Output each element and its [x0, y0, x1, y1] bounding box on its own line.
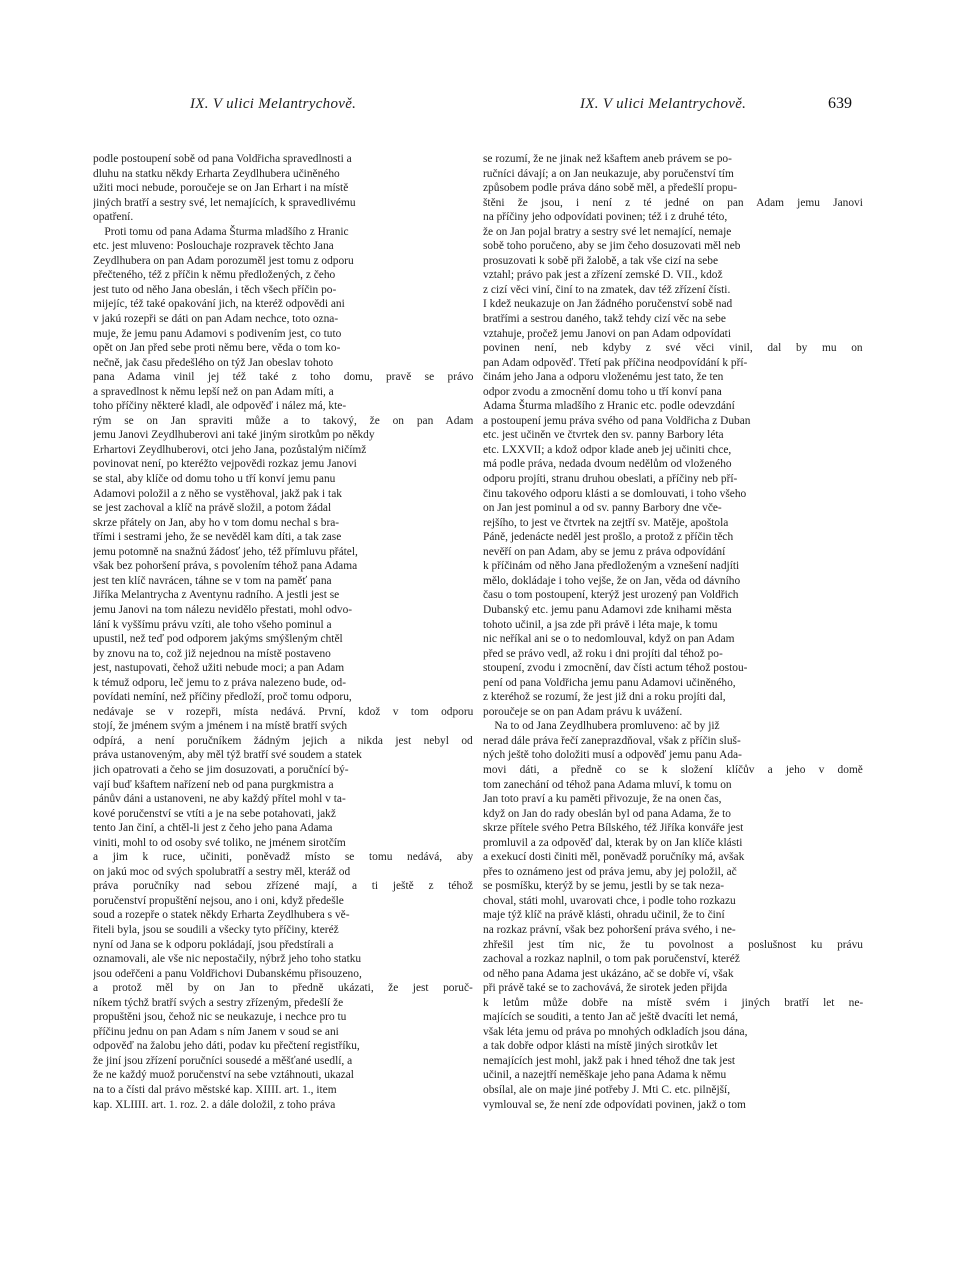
text-line: stoupení, zvodu i zmocnění, dav čísti actum téhož postou- [483, 662, 748, 675]
text-line: nemajících jest mohl, jakž pak i hned téhož dne tak jest [483, 1054, 736, 1067]
text-line: rejšího, to jest ve čtvrtek na zejtří sv. Matěje, apoštola [483, 516, 729, 529]
text-line: níkem týchž bratří svých a sestry zřízeným, předešlí že [93, 996, 344, 1009]
text-line: obsílal, ale on maje jiné potřeby J. Mti C. etc. pilnější, [483, 1084, 731, 1096]
text-line: na rozkaz právní, však bez pohoršení práva svého, i ne- [483, 923, 736, 936]
text-line: zachoval a rozkaz naplnil, o tom pak poručenství, kteréž [483, 953, 740, 966]
text-line: a tak dobře odpor klásti na místě jiných sirotkův let [483, 1040, 718, 1053]
text-line: se rozumí, že ne jinak než kšaftem aneb právem se po- [483, 153, 732, 165]
text-line: jich opatrovati a čeho se jim dosuzovati, a poručnící bý- [93, 763, 349, 776]
text-line: podle postoupení sobě od pana Voldřicha spravedlnosti a [93, 153, 352, 165]
text-line: od něho pana Adama jest ukázáno, ač se dobře ví, však [483, 967, 734, 980]
text-line: nedávaje se v rozepři, místa nedává. První, kdož v tom odporu [93, 705, 473, 718]
text-line: jemu Janovi na tom nálezu nevidělo přestati, mohl odvo- [93, 603, 353, 616]
text-line: přes to oznámeno jest od práva jemu, aby jej položil, ač [483, 865, 737, 878]
text-line: bratřími a sestrou daného, takž tehdy cizí věc na sebe [483, 313, 726, 326]
text-line: a exekucí dosti činiti měl, poněvadž poručníky má, avšak [483, 851, 745, 864]
text-line: a jim k ruce, učiniti, poněvadž místo se tomu nedává, aby [93, 851, 473, 864]
text-line: vztahl; právo pak jest a zřízení zemské D. VII., kdož [483, 269, 723, 282]
text-line: se jest zachoval a klíč na právě složil, a potom žádal [93, 502, 332, 515]
text-line: pan Adam odpověď. Třetí pak příčina neodpovídání k pří- [483, 356, 748, 369]
text-line: nerad dále práva řečí zaneprazdňoval, však z příčin sluš- [483, 734, 741, 747]
text-line: propuštěni jsou, čehož nic se neukazuje, i nechce pro tu [93, 1011, 347, 1024]
text-line: stojí, že jménem svým a jménem i na místě bratří svých [93, 720, 348, 733]
text-line: že on Jan pojal bratry a sestry své let nemající, nemaje [483, 225, 732, 238]
text-line: ných ještě toho doložiti musí a odpověď jemu panu Ada- [483, 749, 742, 762]
text-line: Zeydlhubera on pan Adam porozuměl jest tomu z odporu [93, 254, 354, 267]
text-line: tom zanechání od téhož pana Adama mluví, k tomu on [483, 778, 732, 791]
text-line: upustil, než teď pod odporem jakýms smýšleným chtěl [93, 633, 343, 646]
text-line: se stal, aby klíče od domu toho u tří konví jemu panu [93, 473, 336, 486]
text-line: že jiní jsou zřízení poručníci sousedé a měšťané usedlí, a [93, 1054, 353, 1067]
text-line: způsobem podle práva dáno sobě měl, a předešlí propu- [483, 182, 737, 195]
text-line: opět on Jan před sebe proti němu bere, věda o tom ko- [93, 342, 341, 355]
text-line: by znovu na to, což již nejednou na místě postaveno [93, 647, 331, 660]
text-line: k témuž odporu, leč jemu to z práva nalezeno bude, od- [93, 676, 347, 689]
text-line: třími i sestrami jeho, že se nevěděl kam díti, a tak zase [93, 531, 342, 544]
text-line: příčinu jednu on pan Adam s ním Janem v soud se ani [93, 1025, 339, 1038]
text-line: pení od pana Voldřicha jemu panu Adamovi učiněného, [483, 676, 736, 689]
text-line: přečteného, též z příčin k němu předložených, z čeho [93, 269, 336, 282]
text-line: pana Adama vinil jej též také z toho domu, pravě se právo [93, 371, 473, 384]
text-line: jest, nastupovati, čehož užiti nebude moci; a pan Adam [93, 662, 345, 675]
text-line: Páně, jedenácte neděl jest prošlo, a protož z příčin těch [483, 531, 734, 544]
text-line: a protož měl by on Jan to předně ukázati, že jest poruč- [93, 982, 473, 995]
text-line: na příčiny jeho odpovídati povinen; též i z druhé této, [483, 211, 728, 224]
text-line: skrze přítele svého Petra Bílského, též Jiříka konváře jest [483, 822, 744, 835]
text-line: jest tuto od něho Jana obeslán, i těch všech příčin po- [93, 283, 337, 296]
text-line: kap. XLIIII. art. 1. roz. 2. a dále doložil, z toho práva [93, 1098, 336, 1111]
text-line: poručenství propuštění nejsou, ano i oni, když předešle [93, 894, 344, 907]
text-line: promluvil a za odpověď dal, kterak by on Jan klíče klásti [483, 836, 743, 849]
text-line: má podle práva, nedada dvoum nedělům od vloženého [483, 458, 732, 471]
text-line: činu takového odporu klásti a se domlouvati, i toho všeho [483, 487, 747, 500]
text-line: tento Jan činí, a chtěl-li jest z čeho jeho pana Adama [93, 822, 333, 835]
text-line: nic neříkal ani se o to nedomlouval, když on pan Adam [483, 633, 735, 646]
text-line: činám jeho Jana a odporu vloženému jest tato, že ten [483, 371, 724, 384]
text-line: mijejíc, též také opakování jich, na kteréž odpovědi ani [93, 298, 345, 311]
left-running-head: IX. V ulici Melantrychově. [190, 96, 357, 112]
text-line: prosuzovati k sobě při žalobě, a tak vše cizí na sebe [483, 254, 719, 267]
page-number: 639 [828, 95, 852, 112]
text-line: skrze přátely on Jan, aby ho v tom domu nechal s bra- [93, 516, 340, 529]
text-line: muje, že jemu panu Adamovi s podivením jest, co tuto [93, 327, 342, 340]
text-line: Jiříka Melantrycha z Aventynu radního. A jestli jest se [93, 589, 340, 602]
text-line: se posmíšku, kterýž by se jemu, jestli by se tak neza- [483, 880, 725, 893]
text-line: jemu Janovi Zeydlhuberovi ani také jiným sirotkům po někdy [93, 429, 375, 442]
text-line: oznamovali, ale vše nic nepostačily, nýbrž jeho toho statku [93, 953, 362, 966]
text-line: povinovat není, po kteréžto vejpovědi rozkaz jemu Janovi [93, 458, 357, 471]
text-line: majících se souditi, a tento Jan ač ještě dvacíti let nemá, [483, 1011, 738, 1024]
text-line: lání k vyššímu právu vzíti, ale toho všeho pominul a [93, 618, 332, 631]
right-running-head: IX. V ulici Melantrychově. [580, 96, 747, 112]
text-line: odpověď na žalobu jeho dáti, podav ku přečtení registříku, [93, 1040, 360, 1053]
text-line: Na to od Jana Zeydlhubera promluveno: ač by již [483, 720, 720, 733]
text-line: v jakú rozepři se dáti on pan Adam nechce, toto ozna- [93, 313, 339, 326]
text-line: nečně, jak času předešlého on týž Jan obeslav tohoto [93, 356, 334, 369]
text-line: odpírá, a není poručníkem žádným jejich a nikda jest nebyl od [93, 734, 473, 747]
text-line: práva poručníky nad sebou zřízené mají, a ti ještě z téhož [93, 880, 473, 893]
text-line: choval, státi mohl, uvarovati chce, i podle toho rozkazu [483, 894, 736, 907]
text-line: jiných bratří a sestry své, let nemajících, k spravedlivému [93, 196, 356, 209]
text-line: viniti, mohl to od osoby své toliko, ne jménem sirotčím [93, 836, 346, 849]
text-line: nevěří on pan Adam, aby se jemu z práva odpovídání [483, 545, 726, 558]
text-line: práva ustanoveným, aby měl týž bratří své soudem a statek [93, 749, 362, 762]
text-line: užiti moci nebude, poroučeje se on Jan Erhart i na místě [93, 182, 349, 195]
text-line: odpor zvodu a zmocnění domu toho u tří konví pana [483, 385, 722, 398]
text-line: učinil, a nazejtří neměškaje jeho pana Adama k němu [483, 1069, 727, 1082]
text-line: kové poručenství se vtíti a je na sebe potahovati, jakž [93, 807, 336, 820]
text-line: však bez pohoršení práva, s povolením téhož pana Adama [93, 560, 358, 573]
text-line: Jan toto praví a ku paměti přivozuje, že na onen čas, [483, 793, 722, 806]
text-line: etc. jest učiněn ve čtvrtek den sv. panny Barbory léta [483, 429, 724, 442]
text-line: ručníci dávají; a on Jan neukazuje, aby poručenství tím [483, 167, 734, 180]
text-line: I kdež neukazuje on Jan žádného poručenství sobě nad [483, 298, 733, 311]
text-line: on Jan jest pominul a od sv. panny Barbory dne vče- [483, 502, 722, 515]
text-line: času o tom postoupení, kterýž jest urozený pan Voldřich [483, 589, 739, 602]
text-line: z kteréhož se rozumí, že jest již dni a roku projíti dal, [483, 691, 726, 704]
text-line: odporu projíti, stranu druhou obeslati, a příčiny neb pří- [483, 473, 738, 486]
text-line: opatření. [93, 211, 134, 224]
text-line: rým se on Jan spraviti může a to takový, že on pan Adam [93, 414, 473, 427]
text-line: povídati nemíní, než příčiny předloží, proč tomu odporu, [93, 691, 352, 704]
text-line: poroučeje se on pan Adam právu k uvážení. [483, 705, 683, 718]
text-line: před se právo vedl, až roku i dni projíti dal téhož po- [483, 647, 723, 660]
text-line: k příčinám od něho Jana předloženým a vznešení nadjíti [483, 560, 740, 573]
text-line: řiteli byla, jsou se soudili a všecky tyto příčiny, kteréž [93, 923, 339, 936]
text-line: nyní od Jana se k odporu pokládají, jsou předstírali a [93, 938, 334, 951]
text-line: toho příčiny některé kladl, ale odpověď i nález má, kte- [93, 400, 347, 413]
text-line: jsou odeřčeni a panu Voldřichovi Dubanskému přisouzeno, [93, 967, 362, 980]
text-line: při právě také se to zachovává, že sirotek jeden přijda [483, 982, 728, 995]
text-line: a postoupení jemu práva svého od pana Voldřicha z Duban [483, 414, 751, 427]
text-line: on jakú moc od svých spolubratří a sestry měl, kteráž od [93, 865, 351, 878]
text-line: k letům může dobře na místě svém i jiných bratří let ne- [483, 996, 863, 1009]
text-line: zhřešil jest tím nic, že tu povolnost a poslušnost ku právu [483, 938, 863, 951]
text-line: dluhu na statku někdy Erharta Zeydlhubera učiněného [93, 167, 340, 180]
text-line: soud a rozepře o statek někdy Erharta Zeydlhubera s vě- [93, 909, 350, 922]
text-line: Adamovi položil a z něho se vystěhoval, jakž pak i tak [93, 487, 342, 500]
right-text-column [483, 152, 863, 1112]
text-line: že ne každý muož poručenství na sebe vztáhnouti, ukazal [93, 1069, 354, 1082]
text-line: jemu potomně na snažnú žádosť jeho, též přímluvu přátel, [93, 545, 358, 558]
text-line: etc. LXXVII; a kdož odpor klade aneb jej učiniti chce, [483, 443, 732, 456]
text-line: pánův dáni a ustanoveni, ne aby každý přítel mohl v ta- [93, 793, 346, 806]
text-line: Proti tomu od pana Adama Šturma mladšího z Hranic [93, 225, 349, 238]
text-line: když on Jan do rady obeslán byl od pana Adama, že to [483, 807, 731, 820]
text-line: maje týž klíč na právě klásti, ohradu učinil, že to činí [483, 909, 725, 922]
text-line: Dubanský etc. jemu panu Adamovi zde knihami města [483, 603, 732, 616]
text-line: Adama Šturma mladšího z Hranic etc. podle odevzdání [483, 400, 735, 413]
text-line: a spravedlnost k němu lepší než on pan Adam míti, a [93, 385, 334, 398]
text-line: povinen není, neb kdyby z své věci vinil, dal by mu on [483, 342, 863, 355]
left-text-column [93, 152, 473, 1112]
text-line: jest ten klíč navrácen, táhne se v tom na paměť pana [93, 574, 332, 587]
text-line: štěni že jsou, i není z té jedné on pan Adam jemu Janovi [483, 196, 863, 209]
text-line: etc. jest mluveno: Poslouchaje rozpravek těchto Jana [93, 240, 334, 253]
text-line: na to a čísti dal právo městské kap. XIIII. art. 1., item [93, 1084, 337, 1096]
text-line: vají buď kšaftem nařízení neb od pana purgkmistra a [93, 778, 334, 791]
text-line: Erhartovi Zeydlhuberovi, otci jeho Jana, pozůstalým ničímž [93, 443, 367, 456]
text-line: mělo, dokládaje i toho vejše, že on Jan, věda od dávního [483, 574, 741, 587]
text-line: sobě toho poručeno, aby se jim čeho dosuzovati měl neb [483, 240, 741, 253]
text-line: vymlouval se, že není zde odpovídati povinen, jakž o tom [483, 1098, 746, 1111]
text-line: tohoto učinil, a jsa zde při právě i léta maje, k tomu [483, 618, 718, 631]
text-line: však léta jemu od práva po mnohých odkladích jsou dána, [483, 1025, 748, 1038]
text-line: z cizí věci viní, činí to na zmatek, dav též zřízení čísti. [483, 283, 731, 296]
text-line: movi dáti, a předně co se k složení klíčův a jeho v domě [483, 763, 863, 776]
text-line: vztahuje, pročež jemu Janovi on pan Adam odpovídati [483, 327, 731, 340]
